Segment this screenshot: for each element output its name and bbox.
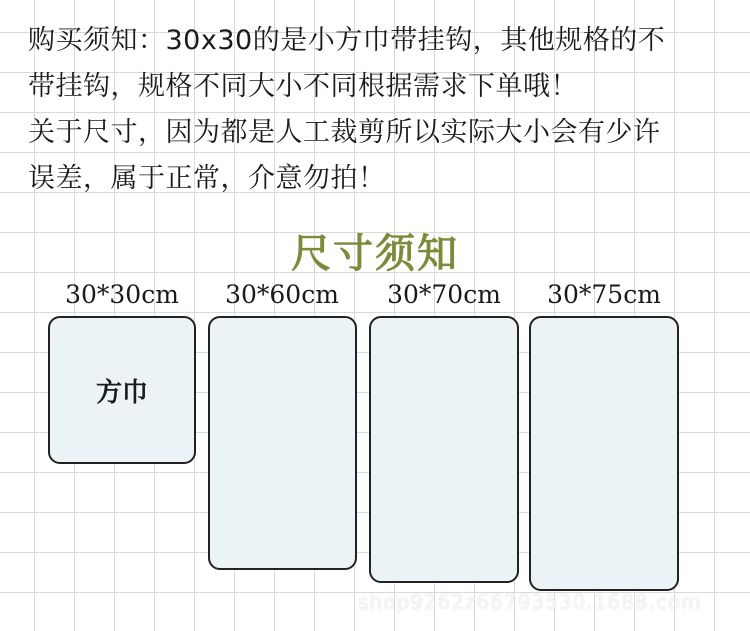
towel-30x60 [208,316,357,570]
towel-30x30-label: 方巾 [95,378,148,408]
notice-line-3: 关于尺寸，因为都是人工裁剪所以实际大小会有少许 [28,117,661,148]
shop-watermark: shop9262z66793530.1688.com [358,590,702,614]
notice-line-1: 购买须知：30x30的是小方巾带挂钩，其他规格的不 [28,25,666,56]
notice-line-4: 误差，属于正常，介意勿拍！ [28,163,386,194]
purchase-notice [28,18,728,202]
notice-line-2: 带挂钩，规格不同大小不同根据需求下单哦！ [28,71,578,102]
towel-30x30 [48,316,196,464]
size-label-30x70: 30*70cm [387,280,501,309]
size-notice-heading: 尺寸须知 [291,230,459,277]
towel-30x70 [369,316,519,583]
towel-30x75 [529,316,679,591]
size-label-30x75: 30*75cm [547,280,661,309]
size-label-30x60: 30*60cm [225,280,339,309]
size-label-30x30: 30*30cm [65,280,179,309]
